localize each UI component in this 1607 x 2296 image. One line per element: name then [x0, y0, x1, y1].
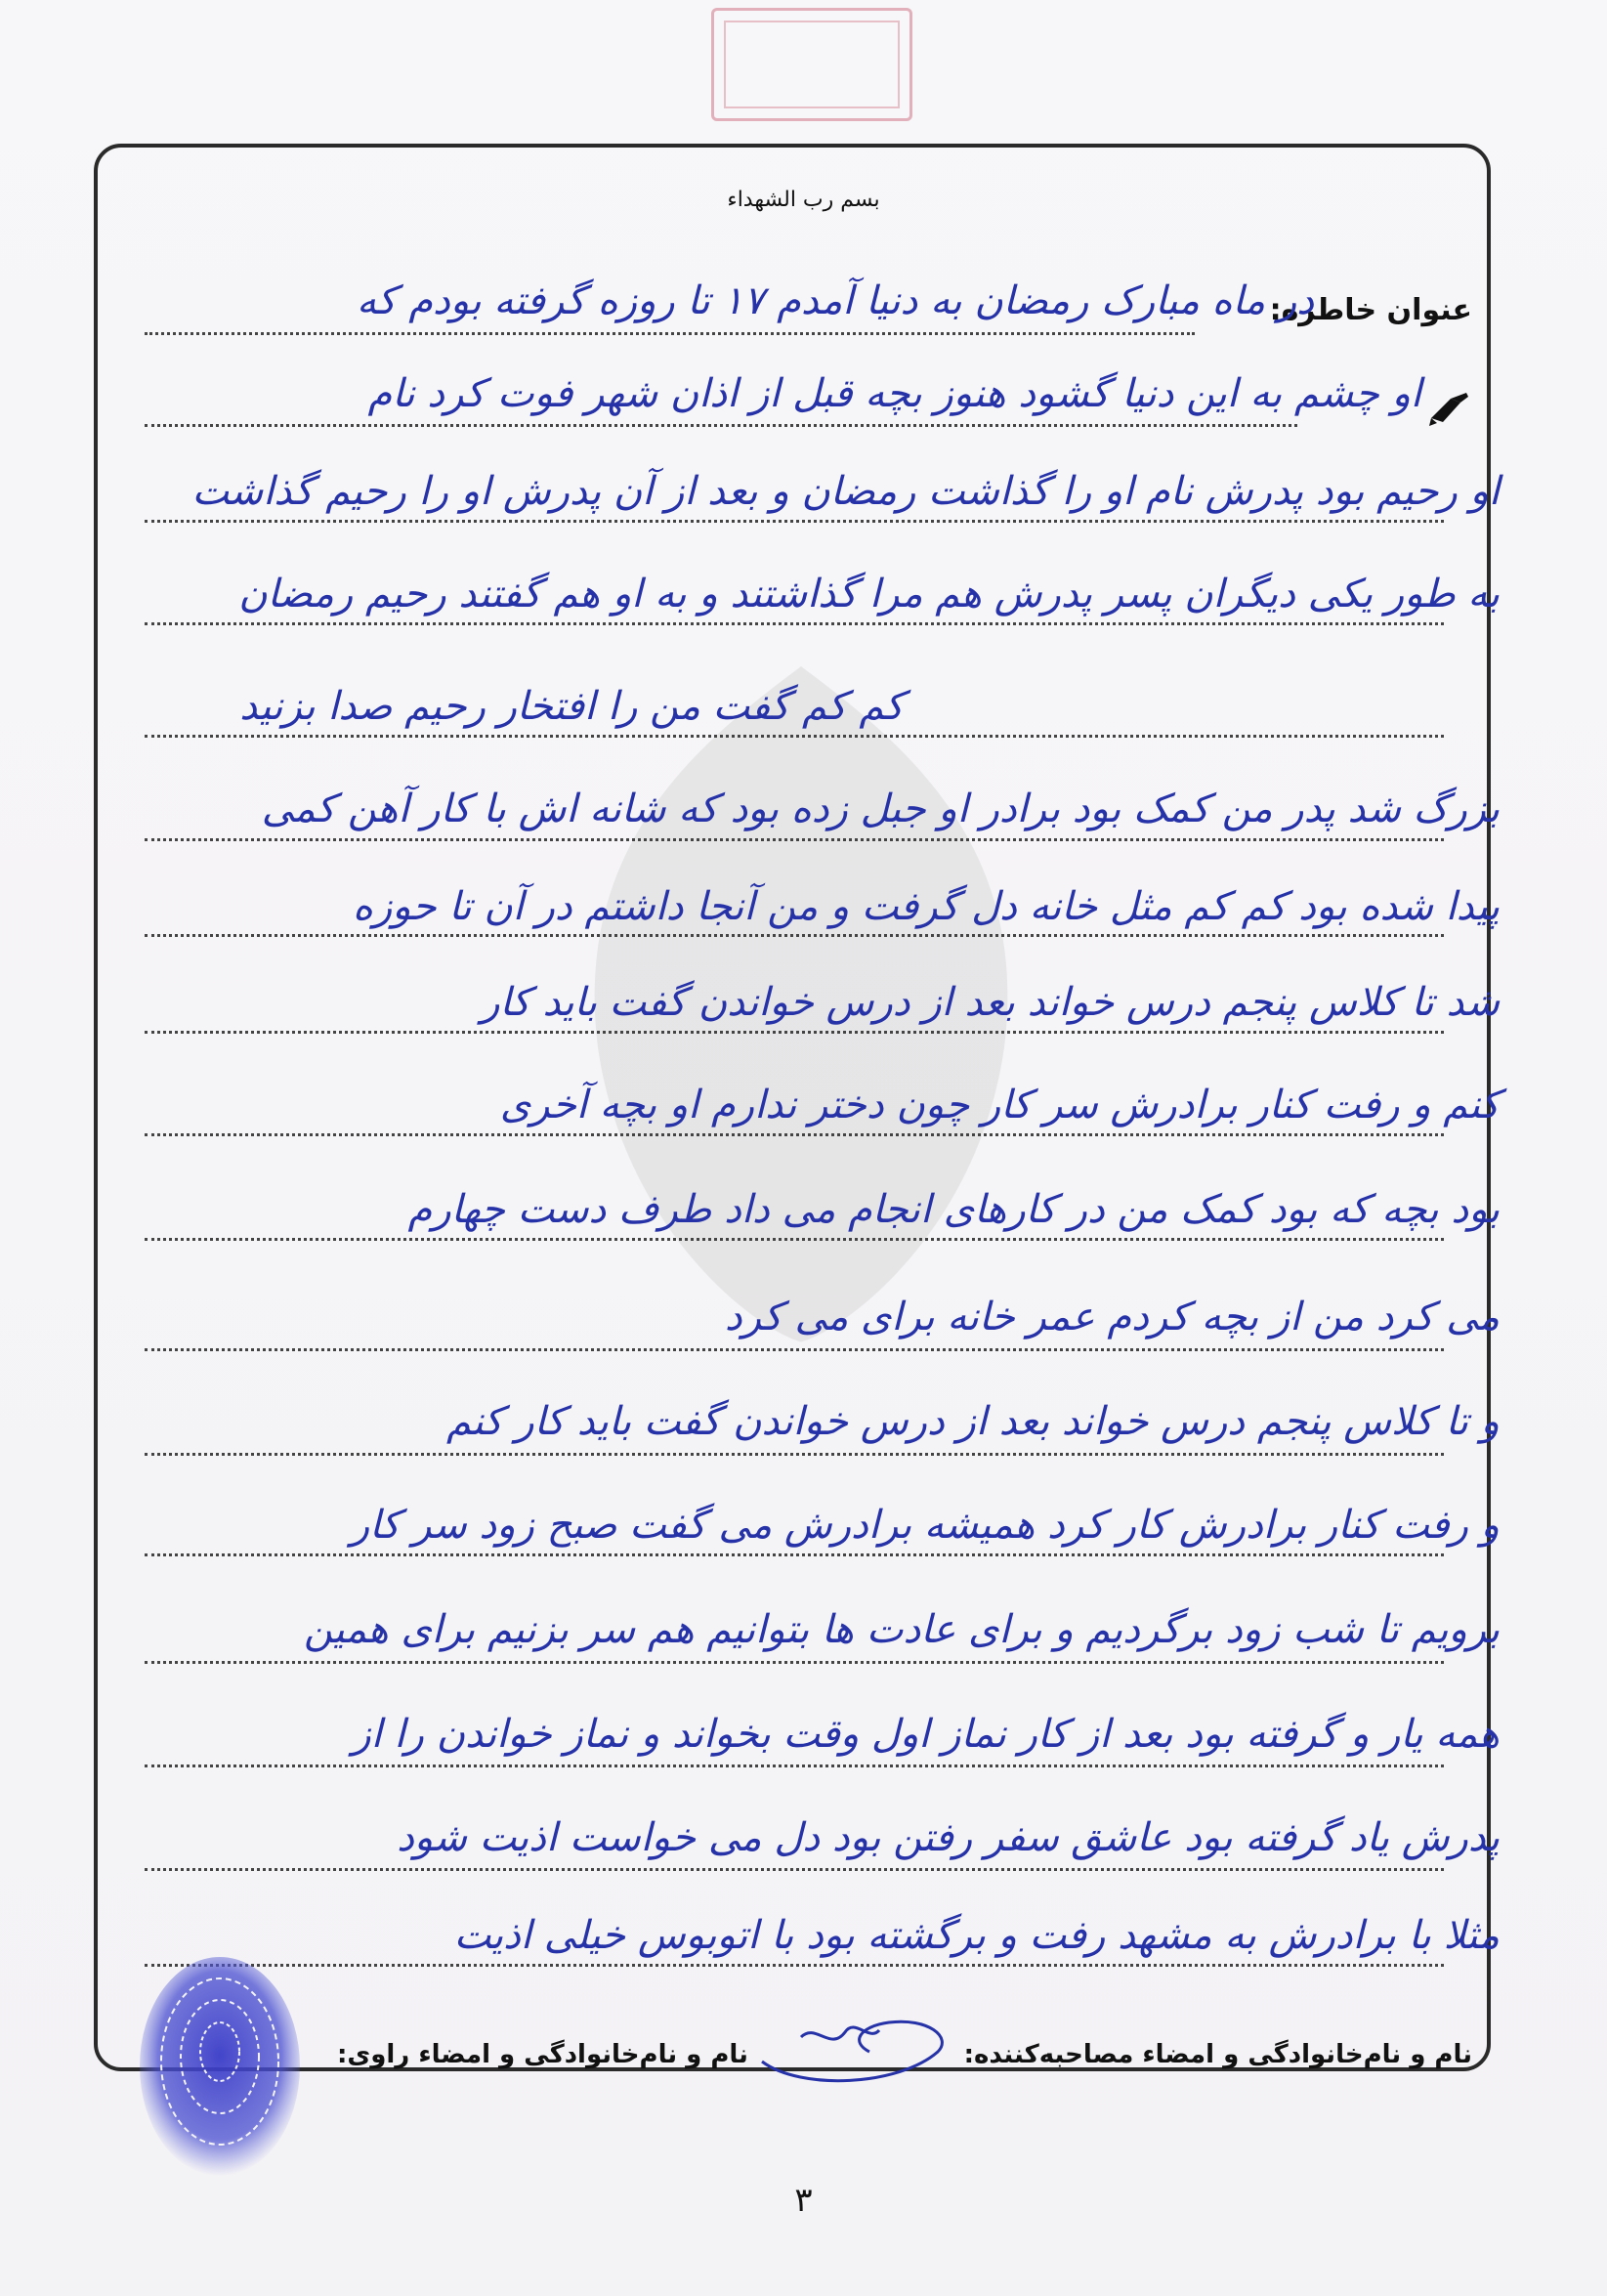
writing-line: [145, 1348, 1444, 1351]
interviewer-signature-label: نام و نام‌خانوادگی و امضاء مصاحبه‌کننده:: [963, 2040, 1472, 2069]
writing-line: [145, 1765, 1444, 1767]
handwritten-line: کم کم گفت من را افتخار رحیم صدا بزنید: [239, 684, 904, 729]
writing-line: [145, 520, 1444, 523]
handwritten-line: می کرد من از بچه کردم عمر خانه برای می کرد: [724, 1295, 1500, 1339]
page-title: بسم رب الشهداء: [727, 188, 880, 212]
pen-hand-icon: [1427, 389, 1472, 428]
writing-line: [145, 735, 1444, 738]
subject-label: عنوان خاطره:: [1269, 293, 1472, 327]
writing-line: [145, 424, 1297, 427]
handwritten-line: و تا کلاس پنجم درس خواند بعد از درس خواندن گفت باید کار کنم: [445, 1399, 1500, 1444]
writing-line: [145, 1661, 1444, 1664]
narrator-signature-label: نام و نام‌خانوادگی و امضاء راوی:: [337, 2040, 748, 2069]
writing-line: [145, 934, 1444, 937]
handwritten-line: به طور یکی دیگران پسر پدرش هم مرا گذاشتند و به او هم گفتند رحیم رمضان: [238, 572, 1500, 617]
writing-line: [145, 1031, 1444, 1034]
page-number: ۳: [794, 2181, 813, 2220]
handwritten-line: بود بچه که بود کمک من در کارهای انجام می داد طرف دست چهارم: [407, 1187, 1500, 1232]
handwritten-line: و رفت کنار برادرش کار کرد همیشه برادرش می گفت صبح زود سر کار: [350, 1503, 1500, 1548]
writing-line: [145, 622, 1444, 625]
handwritten-line: پیدا شده بود کم کم مثل خانه دل گرفت و من آنجا داشتم در آن تا حوزه: [352, 884, 1500, 929]
writing-line: [145, 332, 1195, 335]
writing-line: [145, 838, 1444, 841]
signature-mark: [742, 1983, 957, 2091]
handwritten-line: کنم و رفت کنار برادرش سر کار چون دختر ندارم او بچه آخری: [499, 1083, 1500, 1127]
handwritten-line: بزرگ شد پدر من کمک بود برادر او جبل زده بود که شانه اش با کار آهن کمی: [261, 787, 1500, 831]
writing-line: [145, 1964, 1444, 1967]
handwritten-line: پدرش یاد گرفته بود عاشق سفر رفتن بود دل می خواست اذیت شود: [397, 1815, 1500, 1860]
writing-line: [145, 1553, 1444, 1556]
handwritten-line: شد تا کلاس پنجم درس خواند بعد از درس خواندن گفت باید کار: [481, 980, 1500, 1025]
writing-line: [145, 1453, 1444, 1456]
handwritten-line: در ماه مبارک رمضان به دنیا آمدم ۱۷ تا روزه گرفته بودم که: [357, 278, 1314, 323]
handwritten-line: او رحیم بود پدرش نام او را گذاشت رمضان و بعد از آن پدرش او را رحیم گذاشت: [191, 469, 1500, 514]
handwritten-line: همه یار و گرفته بود بعد از کار نماز اول وقت بخواند و نماز خواندن را از: [352, 1712, 1500, 1757]
fingerprint-mark: [132, 1954, 308, 2189]
writing-line: [145, 1133, 1444, 1136]
handwritten-line: او چشم به این دنیا گشود هنوز بچه قبل از اذان شهر فوت کرد نام: [367, 371, 1421, 416]
writing-line: [145, 1868, 1444, 1871]
writing-line: [145, 1238, 1444, 1241]
stamp-mark: [711, 8, 912, 121]
handwritten-line: برویم تا شب زود برگردیم و برای عادت ها بتوانیم هم سر بزنیم برای همین: [304, 1607, 1500, 1652]
handwritten-line: مثلا با برادرش به مشهد رفت و برگشته بود با اتوبوس خیلی اذیت: [453, 1913, 1500, 1958]
